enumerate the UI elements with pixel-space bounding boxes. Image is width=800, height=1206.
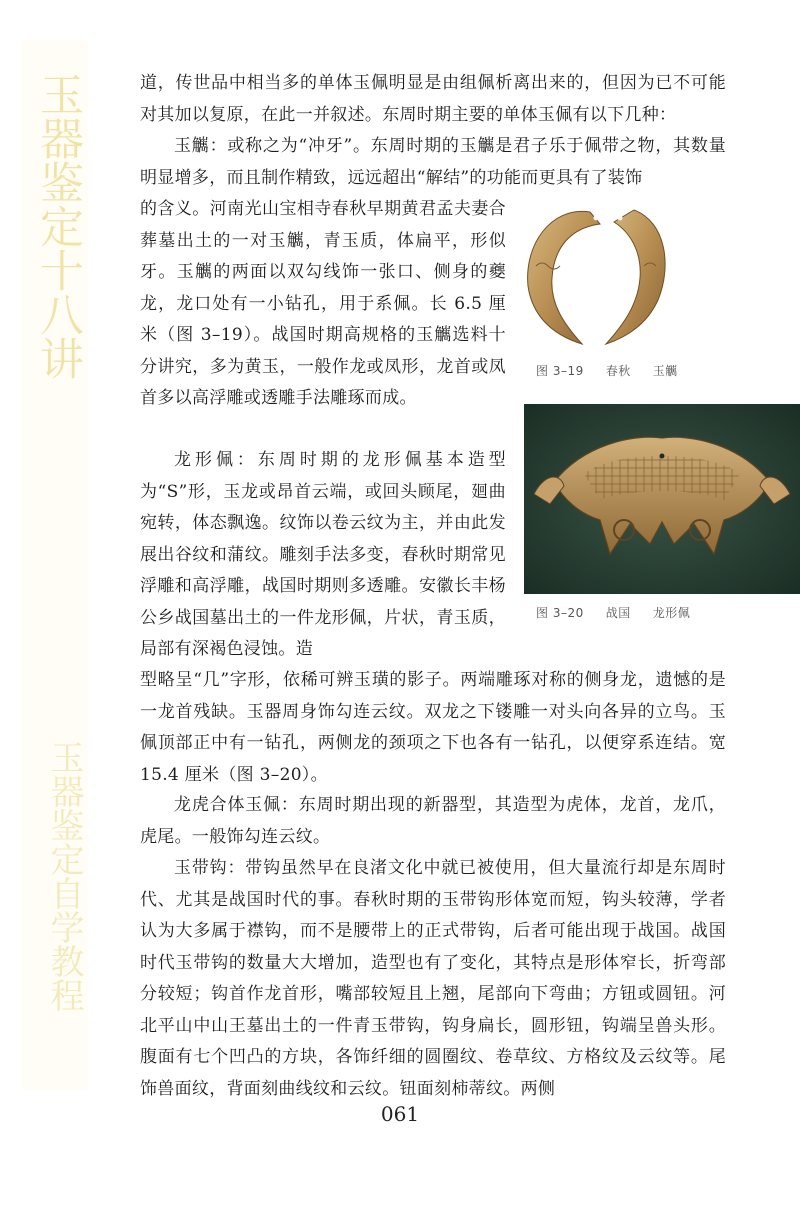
dragon-pendant-image [524, 404, 800, 594]
paragraph-dragon-tiger: 龙虎合体玉佩：东周时期出现的新器型，其造型为虎体，龙首，龙爪，虎尾。一般饰勾连云纹。 [140, 795, 726, 847]
page-number: 061 [380, 1102, 420, 1126]
figure-3-20-caption [536, 604, 712, 621]
caption-name: 龙形佩 [652, 606, 691, 620]
figure-dragon-pendant-photo [524, 404, 800, 594]
caption-number: 图 3–19 [536, 364, 584, 378]
paragraph-yuxi-lead: 玉觽：或称之为“冲牙”。东周时期的玉觽是君子乐于佩带之物，其数量明显增多，而且制作精致，远远超出“解结”的功能而更具有了装饰 [140, 136, 726, 188]
paragraph-intro: 道，传世品中相当多的单体玉佩明显是由组佩析离出来的，但因为已不可能对其加以复原，在此一并叙述。东周时期主要的单体玉佩有以下几种： [140, 73, 726, 125]
caption-name: 玉觽 [652, 364, 678, 378]
figure-jade-xi-photo [520, 196, 672, 346]
paragraph-belt-hook: 玉带钩：带钩虽然早在良渚文化中就已被使用，但大量流行却是东周时代、尤其是战国时代的事。春秋时期的玉带钩形体宽而短，钩头较薄，学者认为大多属于襟钩，而不是腰带上的正式带钩，后者可能出现于战国。战国时代玉带钩的数量大大增加，造型也有了变化，其特点是形体窄长，折弯部分较短；钩首作龙首形，嘴部较短且上翘，尾部向下弯曲；方钮或圆钮。河北平山中山王墓出土的一件青玉带钩，钩身扁长，圆形钮，钩端呈兽头形。腹面有七个凹凸的方块，各饰纤细的圆圈纹、卷草纹、方格纹及云纹等。尾饰兽面纹，背面刻曲线纹和云纹。钮面刻柿蒂纹。两侧 [140, 858, 726, 1099]
jade-xi-image [520, 196, 672, 346]
caption-period: 战国 [605, 606, 631, 620]
paragraph-yuxi-body: 的含义。河南光山宝相寺春秋早期黄君孟夫妻合葬墓出土的一对玉觽，青玉质，体扁平，形似牙。玉觽的两面以双勾线饰一张口、侧身的夔龙，龙口处有一小钻孔，用于系佩。长 6.5 厘米（图 3–19）。战国时期高规格的玉觽选料十分讲究，多为黄玉，一般作龙或凤形，龙首或凤首多以高浮雕或透雕手法雕琢而成。 [140, 199, 506, 408]
paragraph-dragon-pendant-cont: 型略呈“几”字形，依稀可辨玉璜的影子。两端雕琢对称的侧身龙，遗憾的是一龙首残缺。玉器周身饰勾连云纹。双龙之下镂雕一对头向各异的立鸟。玉佩顶部正中有一钻孔，两侧龙的颈项之下也各有一钻孔，以便穿系连结。宽 15.4 厘米（图 3–20）。 [140, 670, 726, 785]
caption-number: 图 3–20 [536, 606, 584, 620]
figure-3-19-caption [536, 362, 700, 379]
sidebar-book-title: 玉器鉴定十八讲 [32, 72, 83, 380]
paragraph-dragon-pendant: 龙形佩：东周时期的龙形佩基本造型为“S”形，玉龙或昂首云端，或回头顾尾，廻曲宛转，体态飘逸。纹饰以卷云纹为主，并由此发展出谷纹和蒲纹。雕刻手法多变，春秋时期常见浮雕和高浮雕，战国时期则多透雕。安徽长丰杨公乡战国墓出土的一件龙形佩，片状，青玉质，局部有深褐色浸蚀。造 [140, 450, 506, 659]
caption-period: 春秋 [605, 364, 631, 378]
sidebar-series-title: 玉器鉴定自学教程 [44, 740, 84, 1012]
